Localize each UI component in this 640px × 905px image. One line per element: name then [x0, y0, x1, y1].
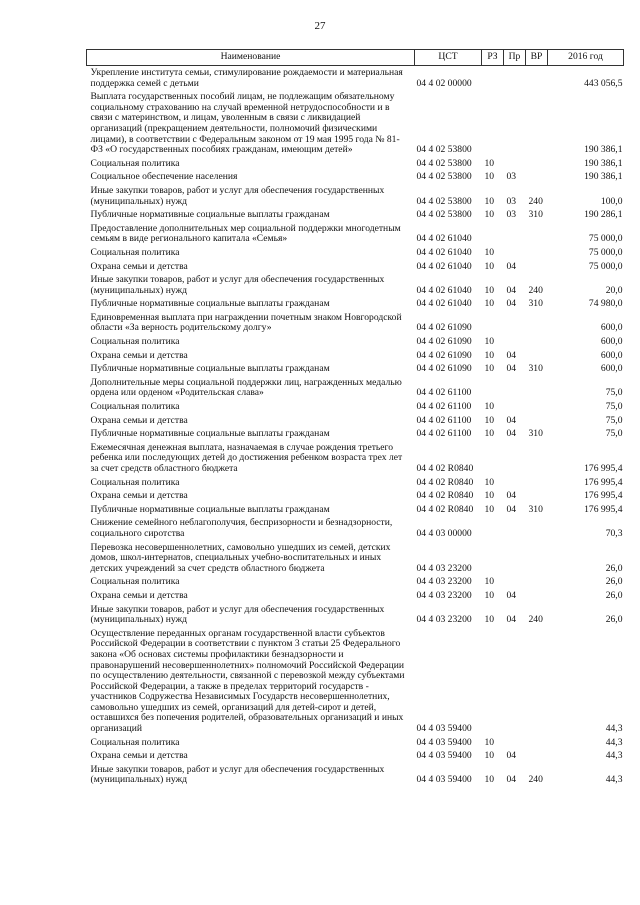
row-vr — [526, 749, 548, 763]
row-name: Социальная политика — [90, 246, 180, 258]
row-vr: 310 — [528, 503, 543, 515]
row-vr — [526, 736, 548, 750]
row-amount: 44,3 — [605, 774, 623, 786]
row-cst: 04 4 02 00000 — [416, 77, 472, 89]
row-rz — [482, 66, 504, 91]
row-name: Дополнительные меры социальной поддержки лиц, награжденных медалью ордена или орденом «Родительская слава» — [90, 376, 402, 399]
table-row — [87, 749, 624, 763]
row-cst: 04 4 02 61100 — [416, 387, 472, 399]
row-name: Социальная политика — [90, 576, 180, 588]
row-name: Социальная политика — [90, 736, 180, 748]
row-name: Снижение семейного неблагополучия, беспризорности и безнадзорности, социального сиротства — [90, 517, 393, 539]
row-vr — [526, 335, 548, 349]
row-pr — [504, 246, 526, 260]
table-row — [87, 503, 624, 517]
row-cst: 04 4 02 61090 — [416, 322, 472, 334]
table-row — [87, 311, 624, 335]
header-vr: ВР — [526, 50, 548, 66]
row-vr — [526, 476, 548, 490]
row-amount: 176 995,4 — [584, 490, 623, 502]
row-amount: 190 286,1 — [584, 209, 623, 221]
row-cst: 04 4 03 59400 — [416, 774, 472, 786]
row-pr: 04 — [506, 428, 517, 440]
table-row — [87, 541, 624, 576]
row-cst: 04 4 02 R0840 — [416, 463, 474, 474]
row-vr — [526, 170, 548, 184]
row-cst: 04 4 03 59400 — [416, 723, 472, 735]
row-cst: 04 4 02 53800 — [416, 195, 472, 207]
row-vr — [526, 157, 548, 171]
row-cst: 04 4 02 61040 — [416, 260, 472, 272]
header-name: Наименование — [87, 50, 415, 66]
row-amount: 176 995,4 — [584, 463, 623, 474]
table-row — [87, 427, 624, 441]
row-rz: 10 — [484, 414, 495, 426]
row-amount: 75,0 — [605, 414, 623, 426]
table-row — [87, 273, 624, 297]
row-amount: 600,0 — [600, 322, 623, 334]
row-pr: 03 — [506, 171, 517, 183]
row-pr — [504, 541, 526, 576]
row-name: Охрана семьи и детства — [90, 349, 188, 361]
row-rz: 10 — [484, 363, 495, 375]
row-vr: 240 — [528, 614, 543, 626]
table-row — [87, 260, 624, 274]
row-vr: 310 — [528, 209, 543, 221]
row-cst: 04 4 03 23200 — [416, 576, 472, 588]
table-row — [87, 603, 624, 627]
table-row — [87, 736, 624, 750]
row-rz: 10 — [484, 614, 495, 626]
table-row — [87, 66, 624, 91]
row-cst: 04 4 03 00000 — [416, 527, 472, 539]
row-name: Иные закупки товаров, работ и услуг для обеспечения государственных (муниципальных) нужд — [90, 184, 385, 207]
table-row — [87, 489, 624, 503]
row-amount: 190 386,1 — [584, 157, 623, 169]
row-amount: 443 056,5 — [584, 77, 623, 89]
header-cst: ЦСТ — [415, 50, 482, 66]
row-cst: 04 4 02 61100 — [416, 414, 472, 426]
table-row — [87, 414, 624, 428]
row-vr — [526, 400, 548, 414]
row-amount: 44,3 — [605, 736, 623, 748]
row-name: Иные закупки товаров, работ и услуг для обеспечения государственных (муниципальных) нужд — [90, 763, 385, 786]
table-row — [87, 246, 624, 260]
row-rz — [482, 627, 504, 736]
row-cst: 04 4 02 61090 — [416, 363, 472, 375]
row-rz: 10 — [484, 336, 495, 348]
row-vr — [526, 349, 548, 363]
row-name: Публичные нормативные социальные выплаты гражданам — [90, 503, 330, 515]
row-name: Охрана семьи и детства — [90, 750, 188, 762]
row-vr — [526, 311, 548, 335]
row-rz — [482, 516, 504, 540]
row-pr: 04 — [506, 349, 517, 361]
row-vr: 240 — [528, 774, 543, 786]
table-row — [87, 90, 624, 157]
row-name: Охрана семьи и детства — [90, 260, 188, 272]
row-pr — [504, 90, 526, 157]
row-rz: 10 — [484, 157, 495, 169]
row-pr: 03 — [506, 195, 517, 207]
row-rz: 10 — [484, 736, 495, 748]
row-vr — [526, 66, 548, 91]
row-pr: 04 — [506, 503, 517, 515]
row-vr: 310 — [528, 298, 543, 310]
table-row — [87, 208, 624, 222]
row-cst: 04 4 02 R0840 — [416, 503, 474, 515]
row-rz: 10 — [484, 284, 495, 296]
row-name: Социальная политика — [90, 476, 180, 488]
row-vr — [526, 376, 548, 400]
row-cst: 04 4 02 61040 — [416, 246, 472, 258]
row-amount: 176 995,4 — [584, 503, 623, 515]
row-vr — [526, 589, 548, 603]
row-pr — [504, 476, 526, 490]
row-pr: 04 — [506, 490, 517, 502]
row-name: Публичные нормативные социальные выплаты гражданам — [90, 363, 330, 375]
row-rz: 10 — [484, 774, 495, 786]
row-name: Осуществление переданных органам государственной власти субъектов Российской Федерации в соответствии с пунктом 3 статьи 25 Федерального закона «Об основах системы профилактики безнадзорности и правонарушений несовершеннолетних» полномочий Российской Федерации по осуществлению деятельности, связанной с перевозкой между субъектами Российской Федерации, а также в пределах территорий государств - участников Содружества Независимых Государств несовершеннолетних, самовольно ушедших из семей, организаций для детей-сирот и детей, оставшихся без попечения родителей, образовательных организаций и иных организаций — [90, 627, 405, 735]
row-pr: 04 — [506, 414, 517, 426]
row-name: Предоставление дополнительных мер социальной поддержки многодетным семьям в виде регионального капитала «Семья» — [90, 222, 401, 245]
row-vr — [526, 414, 548, 428]
row-name: Охрана семьи и детства — [90, 414, 188, 426]
row-name: Публичные нормативные социальные выплаты гражданам — [90, 428, 330, 440]
row-pr: 04 — [506, 298, 517, 310]
row-pr — [504, 335, 526, 349]
row-cst: 04 4 03 23200 — [416, 589, 472, 601]
row-rz: 10 — [484, 209, 495, 221]
row-rz — [482, 441, 504, 476]
row-name: Социальная политика — [90, 336, 180, 348]
row-rz: 10 — [484, 576, 495, 588]
row-amount: 600,0 — [600, 336, 623, 348]
row-amount: 75 000,0 — [588, 260, 623, 272]
table-row — [87, 575, 624, 589]
row-amount: 26,0 — [605, 589, 623, 601]
table-row — [87, 297, 624, 311]
row-rz: 10 — [484, 503, 495, 515]
row-vr — [526, 441, 548, 476]
row-rz: 10 — [484, 171, 495, 183]
row-rz: 10 — [484, 750, 495, 762]
row-rz — [482, 222, 504, 246]
row-cst: 04 4 02 53800 — [416, 171, 472, 183]
row-name: Социальное обеспечение населения — [90, 171, 238, 183]
row-name: Выплата государственных пособий лицам, не подлежащим обязательному социальному страхованию на случай временной нетрудоспособности и в связи с материнством, и лицам, уволенным в связи с ликвидацией организаций (прекращением деятельности, полномочий физическими лицами), в соответствии с Федеральным законом от 19 мая 1995 года № 81-ФЗ «О государственных пособиях гражданам, имеющим детей» — [90, 91, 400, 156]
table-header — [87, 50, 624, 66]
row-pr — [504, 157, 526, 171]
row-amount: 44,3 — [605, 750, 623, 762]
row-amount: 44,3 — [605, 723, 623, 735]
row-vr: 240 — [528, 284, 543, 296]
row-rz: 10 — [484, 195, 495, 207]
row-cst: 04 4 02 61040 — [416, 233, 472, 245]
row-rz: 10 — [484, 589, 495, 601]
row-rz: 10 — [484, 476, 495, 488]
row-amount: 70,3 — [605, 527, 623, 539]
table-row — [87, 516, 624, 540]
row-cst: 04 4 02 61090 — [416, 336, 472, 348]
row-name: Публичные нормативные социальные выплаты гражданам — [90, 209, 330, 221]
row-cst: 04 4 02 61100 — [416, 428, 472, 440]
row-pr — [504, 516, 526, 540]
table-row — [87, 349, 624, 363]
table-row — [87, 400, 624, 414]
table-row — [87, 170, 624, 184]
row-rz: 10 — [484, 401, 495, 413]
row-rz — [482, 541, 504, 576]
row-pr — [504, 400, 526, 414]
row-pr — [504, 627, 526, 736]
table-row — [87, 441, 624, 476]
row-pr: 04 — [506, 614, 517, 626]
row-pr — [504, 311, 526, 335]
header-rz: РЗ — [482, 50, 504, 66]
row-name: Иные закупки товаров, работ и услуг для обеспечения государственных (муниципальных) нужд — [90, 603, 385, 626]
row-pr — [504, 441, 526, 476]
table-row — [87, 589, 624, 603]
row-name: Перевозка несовершеннолетних, самовольно ушедших из семей, детских домов, школ-интернатов, специальных учебно-воспитательных и иных детских учреждений за счет средств областного бюджета — [90, 541, 391, 574]
table-row — [87, 157, 624, 171]
table-row — [87, 476, 624, 490]
row-amount: 26,0 — [605, 614, 623, 626]
row-amount: 75 000,0 — [588, 233, 623, 245]
row-pr: 04 — [506, 589, 517, 601]
row-cst: 04 4 02 61090 — [416, 349, 472, 361]
row-rz: 10 — [484, 260, 495, 272]
row-rz: 10 — [484, 490, 495, 502]
row-vr: 310 — [528, 363, 543, 375]
row-pr: 04 — [506, 750, 517, 762]
table-row — [87, 335, 624, 349]
row-cst: 04 4 02 61040 — [416, 284, 472, 296]
table-row — [87, 222, 624, 246]
table-body — [87, 66, 624, 788]
row-vr — [526, 627, 548, 736]
row-vr — [526, 541, 548, 576]
row-amount: 100,0 — [600, 195, 623, 207]
row-cst: 04 4 02 R0840 — [416, 490, 474, 502]
row-vr — [526, 90, 548, 157]
page-number: 27 — [314, 20, 326, 32]
row-vr — [526, 222, 548, 246]
row-cst: 04 4 02 53800 — [416, 209, 472, 221]
row-pr: 04 — [506, 363, 517, 375]
table-row — [87, 184, 624, 208]
row-pr — [504, 376, 526, 400]
row-cst: 04 4 02 R0840 — [416, 476, 474, 488]
budget-table — [86, 49, 624, 787]
header-row — [87, 50, 624, 66]
row-amount: 190 386,1 — [584, 144, 623, 156]
row-amount: 600,0 — [600, 363, 623, 375]
row-amount: 26,0 — [605, 576, 623, 588]
row-amount: 75,0 — [605, 428, 623, 440]
row-cst: 04 4 03 59400 — [416, 750, 472, 762]
row-name: Иные закупки товаров, работ и услуг для обеспечения государственных (муниципальных) нужд — [90, 274, 385, 296]
row-amount: 20,0 — [605, 284, 623, 296]
row-rz: 10 — [484, 246, 495, 258]
table-row — [87, 376, 624, 400]
row-vr: 310 — [528, 428, 543, 440]
row-name: Публичные нормативные социальные выплаты гражданам — [90, 298, 330, 310]
row-cst: 04 4 03 23200 — [416, 562, 472, 574]
row-vr — [526, 260, 548, 274]
row-rz: 10 — [484, 298, 495, 310]
row-amount: 74 980,0 — [588, 298, 623, 310]
row-name: Ежемесячная денежная выплата, назначаемая в случае рождения третьего ребенка или последующих детей до достижения ребенком возраста трех лет за счет средств областного бюджета — [90, 441, 403, 474]
table-row — [87, 362, 624, 376]
row-amount: 26,0 — [605, 562, 623, 574]
row-pr: 04 — [506, 284, 517, 296]
row-cst: 04 4 03 59400 — [416, 736, 472, 748]
row-name: Социальная политика — [90, 157, 180, 169]
row-vr — [526, 575, 548, 589]
row-cst: 04 4 02 61040 — [416, 298, 472, 310]
row-vr: 240 — [528, 195, 543, 207]
row-pr — [504, 575, 526, 589]
row-vr — [526, 246, 548, 260]
row-amount: 75,0 — [605, 401, 623, 413]
row-amount: 600,0 — [600, 349, 623, 361]
row-pr — [504, 736, 526, 750]
row-rz: 10 — [484, 428, 495, 440]
header-pr: Пр — [504, 50, 526, 66]
row-amount: 176 995,4 — [584, 476, 623, 488]
row-cst: 04 4 02 53800 — [416, 144, 472, 156]
table-row — [87, 763, 624, 787]
row-name: Социальная политика — [90, 401, 180, 413]
row-vr — [526, 489, 548, 503]
table-row — [87, 627, 624, 736]
row-cst: 04 4 03 23200 — [416, 614, 472, 626]
row-pr: 03 — [506, 209, 517, 221]
row-name: Охрана семьи и детства — [90, 589, 188, 601]
row-rz: 10 — [484, 349, 495, 361]
row-name: Охрана семьи и детства — [90, 490, 188, 502]
row-name: Укрепление института семьи, стимулирование рождаемости и материальная поддержка семей с детьми — [90, 67, 403, 89]
row-amount: 190 386,1 — [584, 171, 623, 183]
row-pr: 04 — [506, 260, 517, 272]
header-year: 2016 год — [548, 50, 624, 66]
row-cst: 04 4 02 53800 — [416, 157, 472, 169]
row-cst: 04 4 02 61100 — [416, 401, 472, 413]
row-pr — [504, 222, 526, 246]
row-amount: 75 000,0 — [588, 246, 623, 258]
row-rz — [482, 90, 504, 157]
row-pr: 04 — [506, 774, 517, 786]
row-vr — [526, 516, 548, 540]
row-rz — [482, 311, 504, 335]
row-amount: 75,0 — [605, 387, 623, 399]
row-name: Единовременная выплата при награждении почетным знаком Новгородской области «За верность родительскому долгу» — [90, 311, 402, 334]
row-pr — [504, 66, 526, 91]
row-rz — [482, 376, 504, 400]
